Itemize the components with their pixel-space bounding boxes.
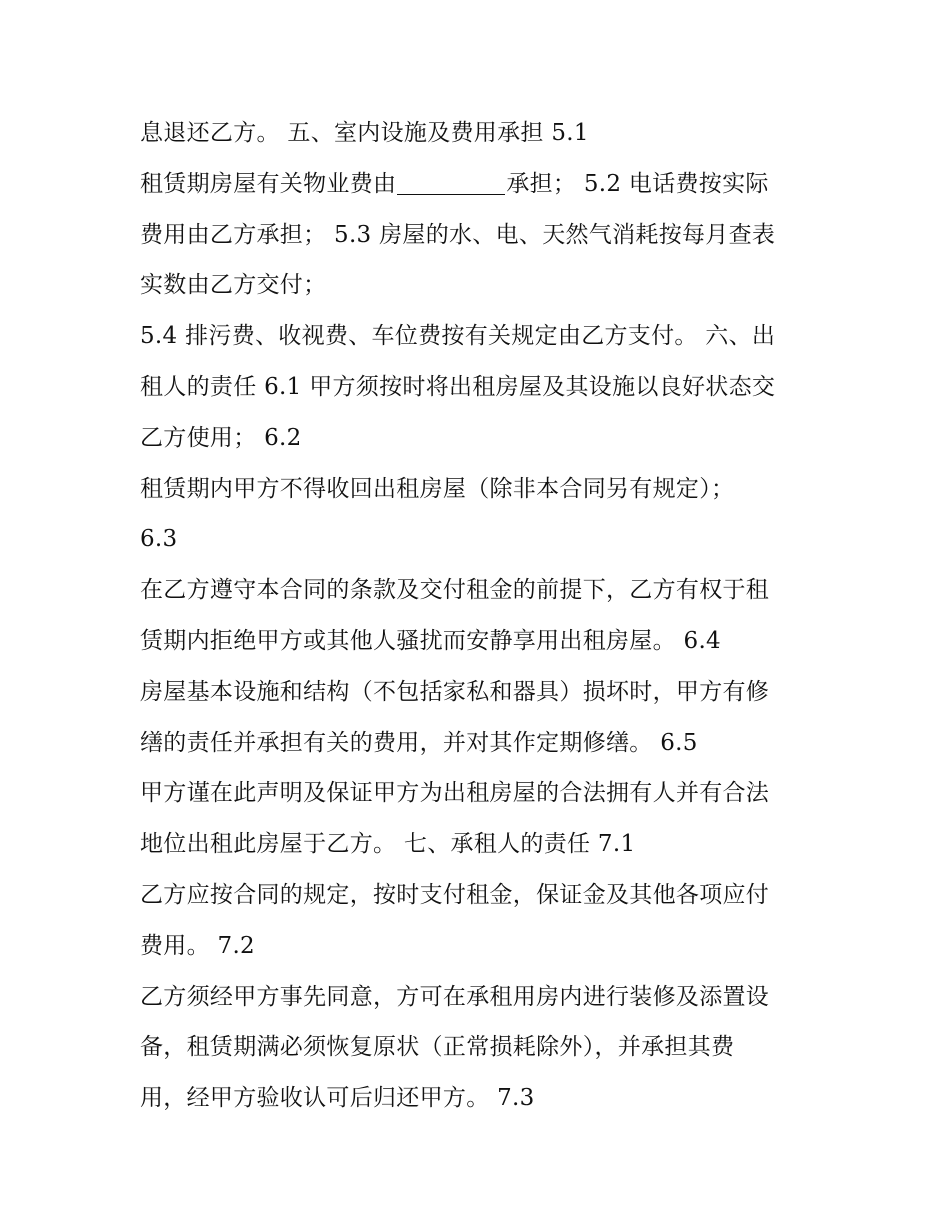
text-line: 费用由乙方承担； 5.3 房屋的水、电、天然气消耗按每月查表 (140, 221, 776, 248)
text-line: 乙方应按合同的规定，按时支付租金，保证金及其他各项应付 (140, 881, 770, 908)
text-line: 地位出租此房屋于乙方。 七、承租人的责任 7.1 (140, 831, 636, 858)
text-line: 乙方使用； 6.2 (140, 424, 302, 451)
text-line: 租人的责任 6.1 甲方须按时将出租房屋及其设施以良好状态交 (140, 373, 776, 400)
text-line: 备，租赁期满必须恢复原状（正常损耗除外），并承担其费 (140, 1034, 735, 1061)
text-line: 6.3 (140, 526, 178, 553)
text-line (140, 159, 820, 210)
text-line: 缮的责任并承担有关的费用，并对其作定期修缮。 6.5 (140, 729, 698, 756)
text-line: 5.4 排污费、收视费、车位费按有关规定由乙方支付。 六、出 (140, 323, 776, 350)
text-line: 费用。 7.2 (140, 932, 255, 959)
text-line: 甲方谨在此声明及保证甲方为出租房屋的合法拥有人并有合法 (140, 780, 770, 807)
text-segment: 承担； 5.2 电话费按实际 (506, 170, 769, 197)
text-line: 乙方须经甲方事先同意，方可在承租用房内进行装修及添置设 (140, 983, 770, 1010)
text-line: 租赁期内甲方不得收回出租房屋（除非本合同另有规定）； (140, 475, 735, 502)
text-segment: 租赁期房屋有关物业费由 (140, 170, 397, 197)
document-body (140, 108, 820, 1124)
text-line: 在乙方遵守本合同的条款及交付租金的前提下，乙方有权于租 (140, 577, 770, 604)
text-line: 息退还乙方。 五、室内设施及费用承担 5.1 (140, 120, 589, 146)
text-line: 房屋基本设施和结构（不包括家私和器具）损坏时，甲方有修 (140, 678, 770, 705)
fill-in-blank (397, 170, 505, 195)
text-line: 赁期内拒绝甲方或其他人骚扰而安静享用出租房屋。 6.4 (140, 627, 721, 654)
text-line: 用，经甲方验收认可后归还甲方。 7.3 (140, 1085, 535, 1112)
text-line: 实数由乙方交付； (140, 272, 327, 299)
